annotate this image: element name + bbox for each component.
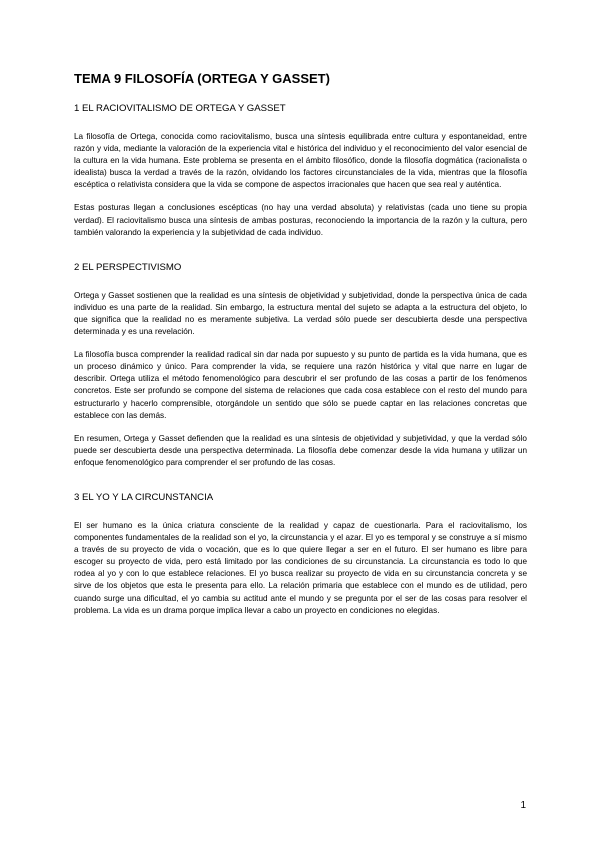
section-heading: 1 EL RACIOVITALISMO DE ORTEGA Y GASSET (74, 103, 286, 114)
document-page (74, 71, 527, 628)
page-number: 1 (520, 800, 526, 811)
paragraph: Ortega y Gasset sostienen que la realidad es una síntesis de objetividad y subjetividad, donde la perspectiva única de cada individuo es una parte de la realidad. Sin embargo, la estructura mental del sujeto se adapta a la estructura del objeto, lo que significa que la realidad no es meramente subjetiva. La verdad sólo puede ser descubierta desde una perspectiva determinada y es una revelación. (74, 290, 527, 337)
section-spacer (74, 250, 527, 262)
paragraph: Estas posturas llegan a conclusiones escépticas (no hay una verdad absoluta) y relativistas (cada uno tiene su propia verdad). El raciovitalismo busca una síntesis de ambas posturas, reconociendo la importancia de la razón y la cultura, pero también valorando la experiencia y la subjetividad de cada individuo. (74, 203, 527, 237)
paragraph: En resumen, Ortega y Gasset defienden que la realidad es una síntesis de objetividad y subjetividad, y que la verdad sólo puede ser descubierta desde una perspectiva determinada. La filosofía debe comenzar desde la vida humana y utilizar un enfoque fenomenológico para comprender el ser profundo de las cosas. (74, 433, 527, 467)
paragraph: La filosofía de Ortega, conocida como raciovitalismo, busca una síntesis equilibrada entre cultura y espontaneidad, entre razón y vida, mediante la valoración de la experiencia vital e histórica del individuo y el reconocimiento del valor esencial de la cultura en la vida humana. Este problema se presenta en el ámbito filosófico, donde la filosofía dogmática (racionalista o idealista) busca la verdad a través de la razón, olvidando los factores circunstanciales de la vida, mientras que la filosofía escéptica o relativista considera que la vida se compone de aspectos irracionales que hacen que sea real y auténtica. (74, 132, 527, 190)
section-heading: 2 EL PERSPECTIVISMO (74, 261, 182, 273)
section-spacer (74, 480, 527, 492)
document-title: TEMA 9 FILOSOFÍA (ORTEGA Y GASSET) (74, 71, 330, 86)
section-heading: 3 EL YO Y LA CIRCUNSTANCIA (74, 491, 214, 503)
section-raciovitalismo (74, 103, 527, 239)
section-perspectivismo (74, 262, 527, 469)
section-yo-circunstancia (74, 492, 527, 617)
paragraph: El ser humano es la única criatura consciente de la realidad y capaz de cuestionarla. Para el raciovitalismo, los componentes fundamentales de la realidad son el yo, la circunstancia y el azar. El yo es temporal y se construye a sí mismo a través de su proyecto de vida o vocación, que es lo que quiere llegar a ser en el futuro. El ser humano es libre para escoger su proyecto de vida, pero está limitado por las condiciones de su circunstancia. La circunstancia es todo lo que rodea al yo y con lo que establece relaciones. El yo busca realizar su proyecto de vida en su circunstancia concreta y se sirve de los objetos que esta le presenta para ello. La relación primaria que establece con el mundo es de utilidad, pero cuando surge una dificultad, el yo cambia su actitud ante el mundo y se pregunta por el ser de las cosas para resolver el problema. La vida es un drama porque implica llevar a cabo un proyecto en condiciones no elegidas. (74, 520, 527, 615)
paragraph: La filosofía busca comprender la realidad radical sin dar nada por supuesto y su punto de partida es la vida humana, que es un proceso dinámico y único. Para comprender la vida, se requiere una razón histórica y vital que narre en lugar de describir. Ortega utiliza el método fenomenológico para descubrir el ser profundo de las cosas a partir de los fenómenos concretos. Este ser profundo se compone del sistema de relaciones que cada cosa establece con el resto del mundo para estructurarlo y hacerlo comprensible, otorgándole un sentido que sólo se puede captar en las relaciones concretas que establece con las demás. (74, 350, 527, 420)
